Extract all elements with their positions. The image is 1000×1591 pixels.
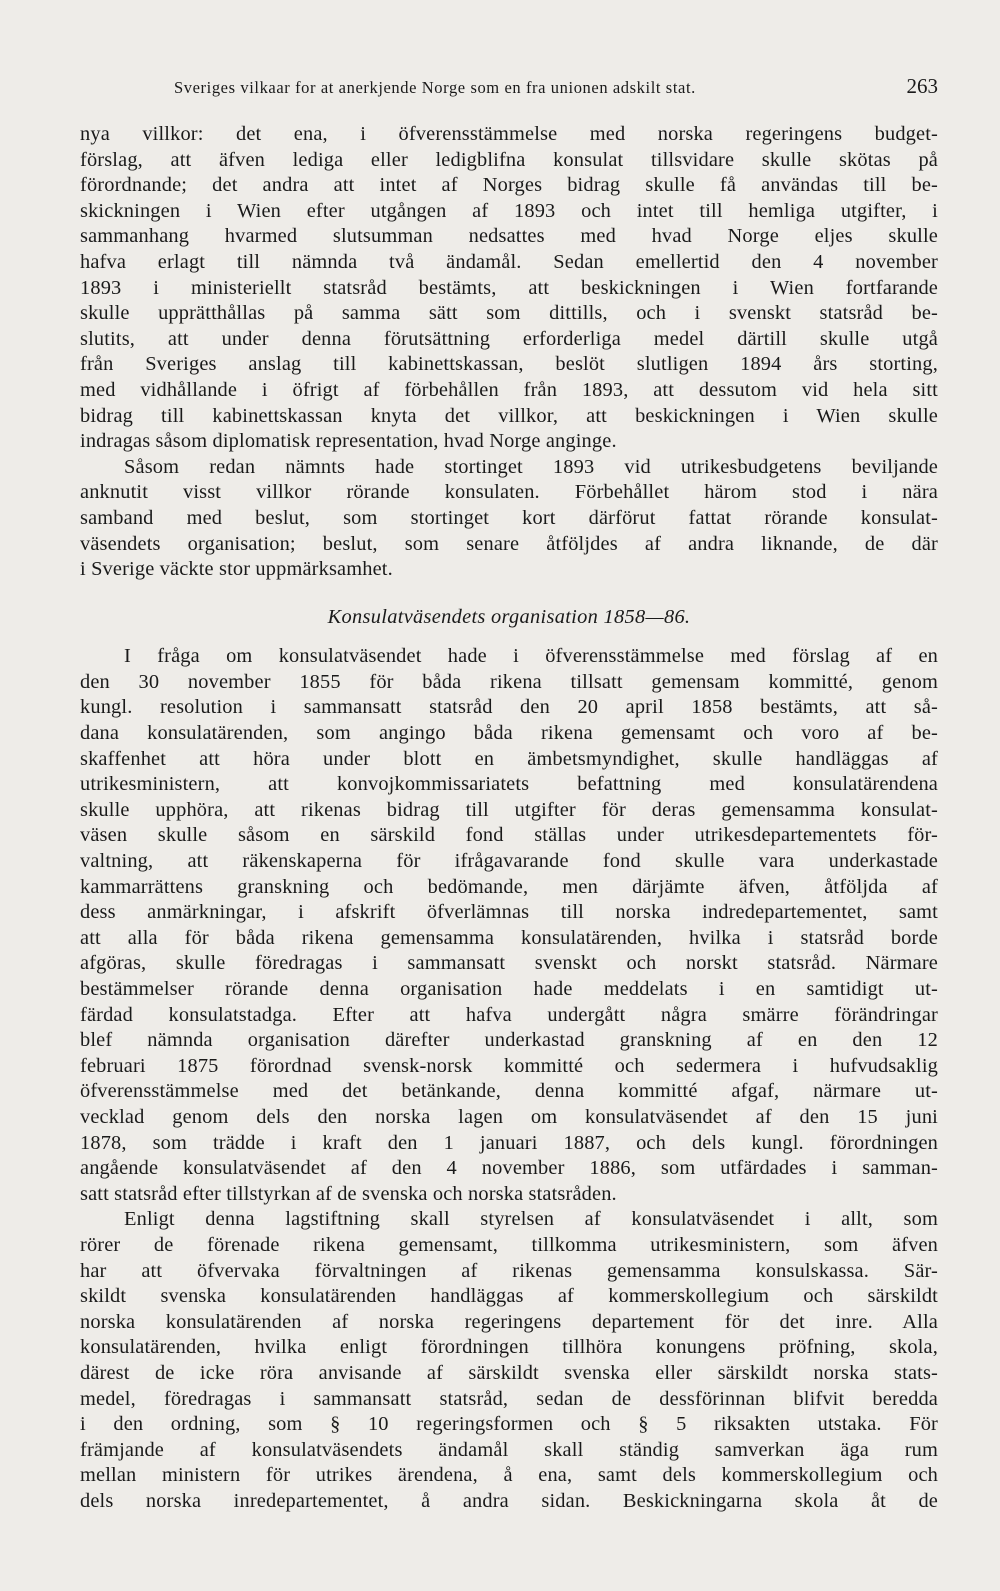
text-line: bidrag till kabinettskassan knyta det villkor, att beskickningen i Wien skulle bbox=[80, 404, 938, 427]
text-line: hafva erlagt till nämnda två ändamål. Sedan emellertid den 4 november bbox=[80, 250, 938, 273]
paragraph-2 bbox=[80, 455, 938, 583]
text-line: öfverensstämmelse med det betänkande, denna kommitté afgaf, närmare ut- bbox=[80, 1080, 938, 1103]
text-line: sammanhang hvarmed slutsumman nedsattes med hvad Norge eljes skulle bbox=[80, 225, 938, 248]
text-line: förslag, att äfven lediga eller ledigblifna konsulat tillsvidare skulle skötas på bbox=[80, 148, 938, 171]
text-line: från Sveriges anslag till kabinettskassan, beslöt slutligen 1894 års storting, bbox=[80, 353, 938, 376]
text-line: slutits, att under denna förutsättning erforderliga medel därtill skulle utgå bbox=[80, 327, 938, 350]
text-line: Enligt denna lagstiftning skall styrelsen af konsulatväsendet i allt, som bbox=[124, 1208, 938, 1231]
text-line: valtning, att räkenskaperna för ifrågavarande fond skulle vara underkastade bbox=[80, 850, 938, 873]
text-line: mellan ministern för utrikes ärendena, å ena, samt dels kommerskollegium och bbox=[80, 1464, 938, 1487]
text-line: kammarrättens granskning och bedömande, men därjämte äfven, åtföljda af bbox=[80, 875, 938, 898]
text-line: medel, föredragas i sammansatt statsråd, sedan de dessförinnan blifvit beredda bbox=[80, 1387, 938, 1410]
text-line: indragas såsom diplomatisk representation, hvad Norge anginge. bbox=[80, 430, 617, 453]
text-line: 1878, som trädde i kraft den 1 januari 1887, och dels kungl. förordningen bbox=[80, 1131, 938, 1154]
text-line: samband med beslut, som stortinget kort därförut fattat rörande konsulat- bbox=[80, 506, 938, 529]
text-line: i Sverige väckte stor uppmärksamhet. bbox=[80, 558, 393, 581]
text-line: väsen skulle såsom en särskild fond ställas under utrikesdepartementets för- bbox=[80, 824, 938, 847]
text-line: kungl. resolution i sammansatt statsråd den 20 april 1858 bestämts, att så- bbox=[80, 696, 938, 719]
text-line: skaffenhet att höra under blott en ämbetsmyndighet, skulle handläggas af bbox=[80, 747, 938, 770]
text-line: dana konsulatärenden, som angingo båda rikena gemensamt och voro af be- bbox=[80, 722, 938, 745]
running-header bbox=[76, 74, 946, 104]
text-line: februari 1875 förordnad svensk-norsk kommitté och sedermera i hufvudsaklig bbox=[80, 1054, 938, 1077]
text-line: dels norska inredepartementet, å andra sidan. Beskickningarna skola åt de bbox=[80, 1489, 938, 1512]
text-line: vecklad genom dels den norska lagen om konsulatväsendet af den 15 juni bbox=[80, 1105, 938, 1128]
text-line: I fråga om konsulatväsendet hade i öfverensstämmelse med förslag af en bbox=[124, 645, 938, 668]
text-line: nya villkor: det ena, i öfverensstämmelse med norska regeringens budget- bbox=[80, 123, 938, 145]
text-line: i den ordning, som § 10 regeringsformen och § 5 riksakten utstaka. För bbox=[80, 1413, 938, 1436]
text-line: skildt svenska konsulatärenden handläggas af kommerskollegium och särskildt bbox=[80, 1285, 938, 1308]
section-heading: Konsulatväsendets organisation 1858—86. bbox=[327, 605, 691, 628]
text-line: främjande af konsulatväsendets ändamål skall ständig samverkan äga rum bbox=[80, 1438, 938, 1461]
text-line: förordnande; det andra att intet af Norges bidrag skulle få användas till be- bbox=[80, 174, 938, 197]
text-line: anknutit visst villkor rörande konsulaten. Förbehållet härom stod i nära bbox=[80, 481, 938, 504]
paragraph-1 bbox=[80, 122, 938, 455]
text-line: skulle upprätthållas på samma sätt som dittills, och i svenskt statsråd be- bbox=[80, 302, 938, 325]
text-line: skickningen i Wien efter utgången af 1893 och intet till hemliga utgifter, i bbox=[80, 199, 938, 222]
text-line: den 30 november 1855 för båda rikena tillsatt gemensam kommitté, genom bbox=[80, 670, 938, 693]
text-line: norska konsulatärenden af norska regeringens departement för det inre. Alla bbox=[80, 1310, 938, 1333]
text-line: angående konsulatväsendet af den 4 november 1886, som utfärdades i samman- bbox=[80, 1157, 938, 1180]
text-line: konsulatärenden, hvilka enligt förordningen tillhöra konungens pröfning, skola, bbox=[80, 1336, 938, 1359]
text-line: dess anmärkningar, i afskrift öfverlämnas till norska indredepartementet, samt bbox=[80, 901, 938, 924]
text-line: utrikesministern, att konvojkommissariatets befattning med konsulatärendena bbox=[80, 773, 938, 796]
page-number: 263 bbox=[906, 74, 938, 98]
text-line: väsendets organisation; beslut, som senare åtföljdes af andra liknande, de där bbox=[80, 532, 938, 555]
text-line: därest de icke röra anvisande af särskildt svenska eller särskildt norska stats- bbox=[80, 1361, 938, 1384]
text-line: att alla för båda rikena gemensamma konsulatärenden, hvilka i statsråd borde bbox=[80, 926, 938, 949]
text-line: afgöras, skulle föredragas i sammansatt svenskt och norskt statsråd. Närmare bbox=[80, 952, 938, 975]
text-line: skulle upphöra, att rikenas bidrag till utgifter för deras gemensamma konsulat- bbox=[80, 798, 938, 821]
text-line: blef nämnda organisation därefter underkastad granskning af en den 12 bbox=[80, 1029, 938, 1052]
paragraph-4 bbox=[80, 1207, 938, 1514]
text-line: färdad konsulatstadga. Efter att hafva undergått några smärre förändringar bbox=[80, 1003, 938, 1026]
text-line: satt statsråd efter tillstyrkan af de svenska och norska statsråden. bbox=[80, 1182, 617, 1205]
text-line: 1893 i ministeriellt statsråd bestämts, att beskickningen i Wien fortfarande bbox=[80, 276, 938, 299]
running-title: Sveriges vilkaar for at anerkjende Norge som en fra unionen adskilt stat. bbox=[174, 78, 696, 97]
body-text bbox=[80, 122, 938, 1514]
text-line: med vidhållande i öfrigt af förbehållen från 1893, att dessutom vid hela sitt bbox=[80, 378, 938, 401]
text-line: rörer de förenade rikena gemensamt, tillkomma utrikesministern, som äfven bbox=[80, 1233, 938, 1256]
paragraph-3 bbox=[80, 644, 938, 1207]
text-line: bestämmelser rörande denna organisation hade meddelats i en samtidigt ut- bbox=[80, 978, 938, 1000]
text-line: Såsom redan nämnts hade stortinget 1893 vid utrikesbudgetens beviljande bbox=[124, 455, 938, 478]
text-line: har att öfvervaka förvaltningen af rikenas gemensamma konsulskassa. Sär- bbox=[80, 1259, 938, 1282]
